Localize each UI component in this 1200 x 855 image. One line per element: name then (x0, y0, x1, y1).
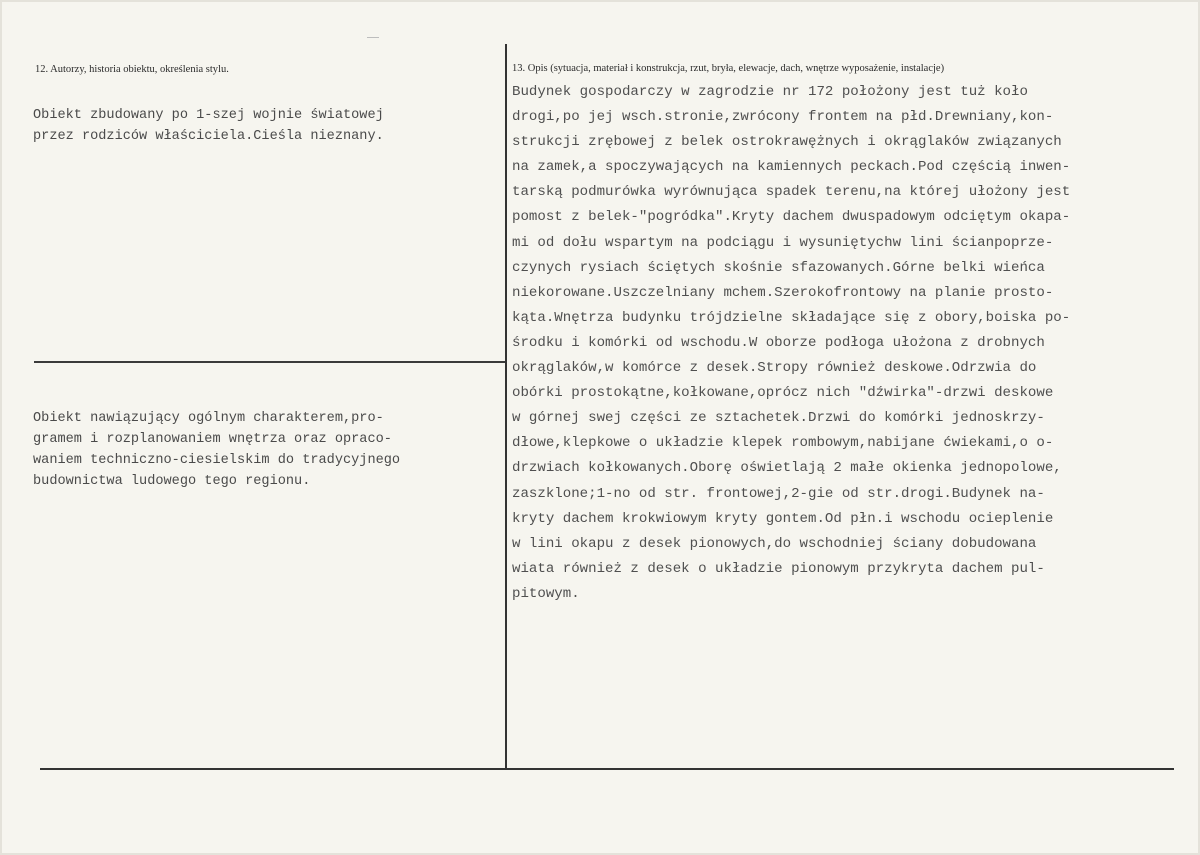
field-13-heading: 13. Opis (sytuacja, materiał i konstrukcja, rzut, bryła, elewacje, dach, wnętrze wyposażenie, instalacje) (512, 63, 945, 74)
column-separator (505, 44, 507, 770)
left-column-divider (34, 361, 505, 363)
style-description-text: Obiekt nawiązujący ogólnym charakterem,pro- gramem i rozplanowaniem wnętrza oraz opraco- waniem techniczno-ciesielskim do tradycyjnego budownictwa ludowego tego regionu. (33, 411, 401, 489)
building-description-text: Budynek gospodarczy w zagrodzie nr 172 położony jest tuż koło drogi,po jej wsch.stronie,zwrócony frontem na płd.Drewniany,kon- strukcji zrębowej z belek ostrokrawężnych i okrąglaków związanych na zamek,a spoczywających na kamiennych peckach.Pod częścią inwen- tarską podmurówka wyrównująca spadek terenu,na której ułożony jest pomost z belek-"pogródka".Kryty dachem dwuspadowym odciętym okapa- mi od dołu wspartym na podciągu i wysuniętychw lini ścianpoprze- czynych rysiach ściętych skośnie sfazowanych.Górne belki wieńca niekorowane.Uszczelniany mchem.Szerokofrontowy na planie prosto- kąta.Wnętrza budynku trójdzielne składające się z obory,boiska po- środku i komórki od wschodu.W oborze podłoga ułożona z drobnych okrąglaków,w komórce z desek.Stropy również deskowe.Odrzwia do obórki prostokątne,kołkowane,oprócz nich "dźwirka"-drzwi deskowe w górnej swej części ze sztachetek.Drzwi do komórki jednoskrzy- dłowe,klepkowe o układzie klepek rombowym,nabijane ćwiekami,o o- drzwiach kołkowanych.Oborę oświetlają 2 małe okienka jednopolowe, zaszklone;1-no od str. frontowej,2-gie od str.drogi.Budynek na- kryty dachem krokwiowym kryty gontem.Od płn.i wschodu ocieplenie w lini okapu z desek pionowych,do wschodniej ściany dobudowana wiata również z desek o układzie pionowym przykryta dachem pul- pitowym. (512, 84, 1071, 602)
bottom-rule (40, 768, 1174, 770)
top-tick-mark (367, 37, 379, 38)
field-12-heading: 12. Autorzy, historia obiektu, określenia stylu. (35, 64, 229, 75)
authors-history-text: Obiekt zbudowany po 1-szej wojnie światowej przez rodziców właściciela.Cieśla nieznany. (33, 108, 384, 144)
